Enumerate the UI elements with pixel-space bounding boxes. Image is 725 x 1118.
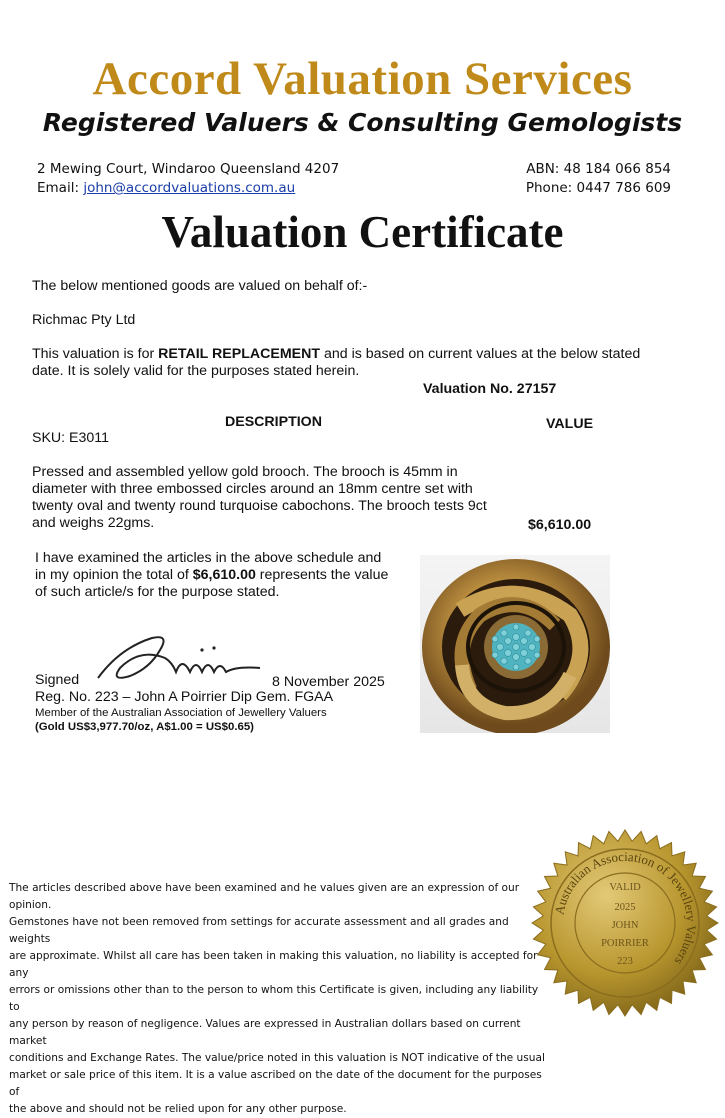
disclaimer-line: are approximate. Whilst all care has been taken in making this valuation, no liability is accepted for any [9,950,538,979]
disclaimer [9,880,549,1118]
item-description [32,464,487,532]
description-line: Pressed and assembled yellow gold brooch. The brooch is 45mm in [32,464,458,480]
disclaimer-line: conditions and Exchange Rates. The value/price noted in this valuation is NOT indicative of the usual [9,1052,545,1064]
purpose-paragraph [32,346,692,380]
description-line: twenty oval and twenty round turquoise cabochons. The brooch tests 9ct [32,498,487,514]
company-tagline: Registered Valuers & Consulting Gemologists [42,108,683,137]
disclaimer-line: the above and should not be relied upon for any other purpose. [9,1103,347,1115]
seal-line: JOHN [611,920,639,931]
handwritten-signature [90,628,270,690]
description-line: and weighs 22gms. [32,515,155,531]
client-name: Richmac Pty Ltd [32,312,136,328]
value-header: VALUE [546,416,594,432]
address: 2 Mewing Court, Windaroo Queensland 4207 [37,161,340,177]
opinion-amount: $6,610.00 [192,567,256,583]
disclaimer-line: errors or omissions other than to the person to whom this Certificate is given, including any liability to [9,984,539,1013]
company-name: Accord Valuation Services [92,53,633,105]
intro-text: The below mentioned goods are valued on behalf of:- [32,278,368,294]
membership-line: Member of the Australian Association of Jewellery Valuers [35,707,327,719]
signed-label: Signed [35,672,80,688]
disclaimer-line: Gemstones have not been removed from settings for accurate assessment and all grades and weights [9,916,509,945]
abn: ABN: 48 184 066 854 [526,161,671,177]
phone: Phone: 0447 786 609 [525,180,671,196]
certificate-title: Valuation Certificate [161,207,564,257]
opinion-line1: I have examined the articles in the above schedule and [35,550,382,566]
brooch-photo [420,555,610,733]
gold-rate-line: (Gold US$3,977.70/oz, A$1.00 = US$0.65) [35,721,254,733]
purpose-pre: This valuation is for [32,346,159,362]
purpose-post: and is based on current values at the below stated [320,346,641,362]
gold-seal [530,828,720,1018]
seal-ring-text: Australian Association of Jewellery Valuers [551,848,700,968]
disclaimer-line: market or sale price of this item. It is a value ascribed on the date of the document for the purposes of [9,1069,542,1098]
seal-line: 2025 [614,902,636,913]
item-value: $6,610.00 [528,517,592,533]
disclaimer-line: any person by reason of negligence. Values are expressed in Australian dollars based on current market [9,1018,521,1047]
email-label: Email: [37,180,80,196]
description-line: diameter with three embossed circles around an 18mm centre set with [32,481,473,497]
opinion-post: represents the value [255,567,389,583]
purpose-line2: date. It is solely valid for the purposes stated herein. [32,363,360,379]
seal-line: VALID [609,882,641,893]
seal-line: POIRRIER [601,938,649,949]
opinion-pre: in my opinion the total of [35,567,193,583]
description-header: DESCRIPTION [225,414,322,430]
contact-left [37,160,339,198]
opinion-line3: of such article/s for the purpose stated. [35,584,280,600]
email-line [37,179,339,198]
registration-line: Reg. No. 223 – John A Poirrier Dip Gem. FGAA [35,689,334,705]
contact-right [526,160,671,198]
disclaimer-line: The articles described above have been examined and he values given are an expression of our opinion. [9,882,520,911]
signature-date: 8 November 2025 [272,674,385,690]
item-sku: SKU: E3011 [32,430,110,446]
purpose-type: RETAIL REPLACEMENT [158,346,321,362]
seal-line: 223 [617,956,633,967]
email-link[interactable]: john@accordvaluations.com.au [83,180,296,196]
valuation-number: Valuation No. 27157 [423,381,557,397]
opinion-paragraph [35,550,388,601]
